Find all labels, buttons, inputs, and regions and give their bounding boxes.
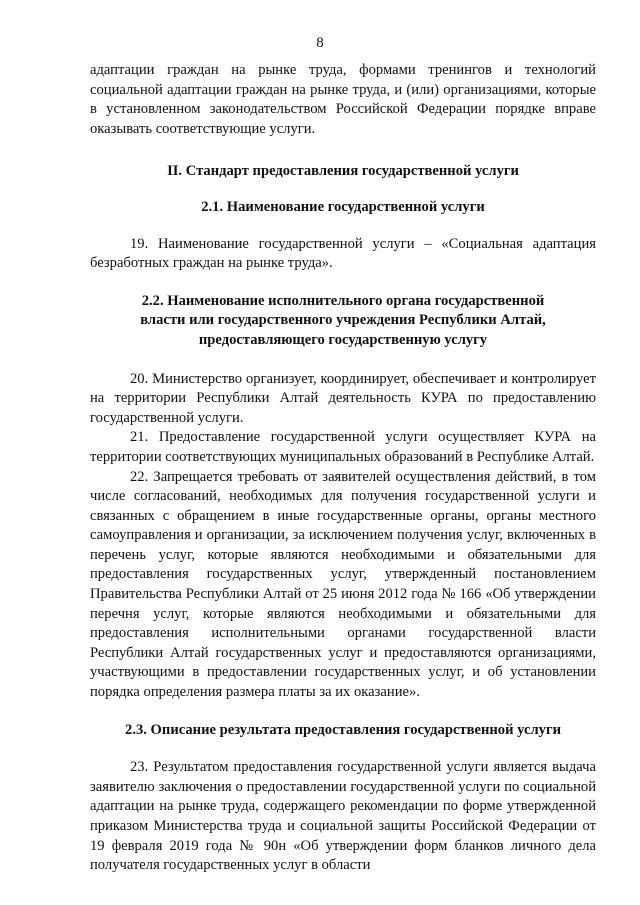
- subsection-heading-2-2: [90, 292, 596, 351]
- document-body: [90, 61, 596, 876]
- subsection-heading-2-2-line-3: предоставляющего государственную услугу: [198, 331, 488, 348]
- section-heading-standard: II. Стандарт предоставления государственной услуги: [167, 163, 519, 180]
- subsection-heading-2-3: 2.3. Описание результата предоставления государственной услуги: [125, 721, 561, 738]
- paragraph-23: 23. Результатом предоставления государственной услуги является выдача заявителю заключения о предоставлении государственной услуги по социальной адаптации на рынке труда, содержащего рекомендации по форме утвержденной приказом Министерства труда и социальной защиты Российской Федерации от 19 февраля 2019 года № 90н «Об утверждении форм бланков личного дела получателя государственных услуг в области: [90, 759, 596, 874]
- paragraph-19: 19. Наименование государственной услуги – «Социальная адаптация безработных граждан на рынке труда».: [90, 235, 596, 272]
- subsection-heading-2-1: 2.1. Наименование государственной услуги: [201, 198, 485, 215]
- subsection-heading-2-2-line-1: 2.2. Наименование исполнительного органа государственной: [141, 292, 545, 309]
- page-number: 8: [316, 35, 324, 51]
- paragraph-20: 20. Министерство организует, координирует, обеспечивает и контролирует на территории Республики Алтай деятельность КУРА по предоставлению государственной услуги.: [90, 370, 596, 426]
- intro-paragraph: адаптации граждан на рынке труда, формами тренингов и технологий социальной адаптации граждан на рынке труда, и (или) организациями, которые в установленном законодательством Российской Федерации порядке вправе оказывать соответствующие услуги.: [90, 62, 596, 137]
- subsection-heading-2-2-line-2: власти или государственного учреждения Республики Алтай,: [140, 312, 546, 329]
- paragraph-21: 21. Предоставление государственной услуги осуществляет КУРА на территории соответствующих муниципальных образований в Республике Алтай.: [90, 429, 596, 465]
- paragraph-22: 22. Запрещается требовать от заявителей осуществления действий, в том числе согласований, необходимых для получения государственной услуги и связанных с обращением в иные государственные органы, органы местного самоуправления и организации, за исключением получения услуг, включенных в перечень услуг, которые являются необходимыми и обязательными для предоставления государственных услуг, утвержденный постановлением Правительства Республики Алтай от 25 июня 2012 года № 166 «Об утверждении перечня услуг, которые являются необходимыми и обязательными для предоставления исполнительными органами государственной власти Республики Алтай государственных услуг и предоставляются организациями, участвующими в предоставлении государственных услуг, и об установлении порядка определения размера платы за их оказание».: [90, 468, 596, 701]
